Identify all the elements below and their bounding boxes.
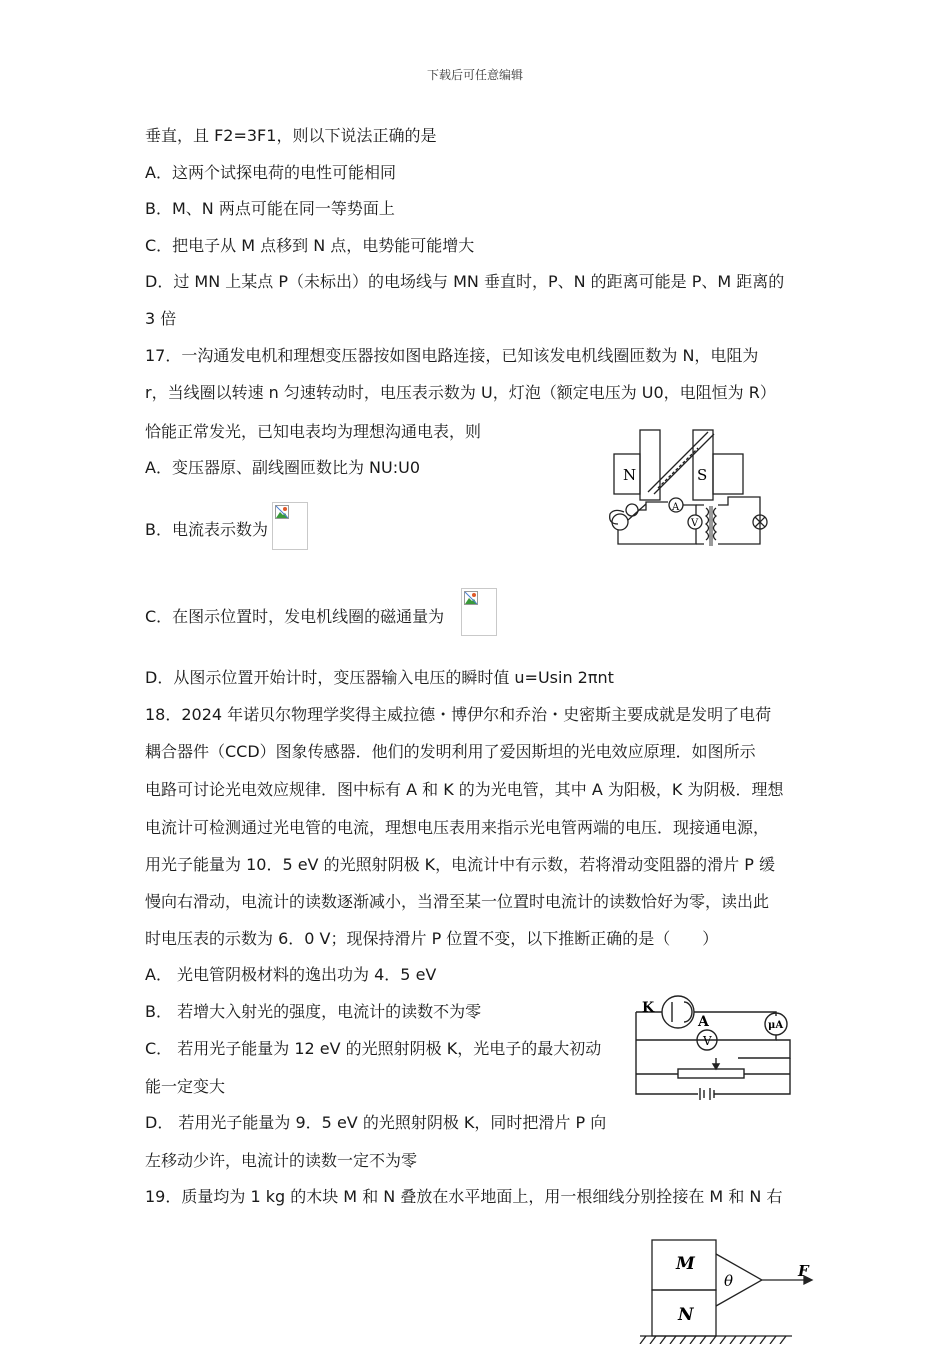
fig18-meter-v: V — [703, 1034, 712, 1048]
text-line: 电流计可检测通过光电管的电流，理想电压表用来指示光电管两端的电压．现接通电源， — [145, 818, 770, 837]
page-header: 下载后可任意编辑 — [426, 68, 523, 82]
photoelectric-circuit-figure — [628, 986, 800, 1114]
text-line: 19．质量均为 1 kg 的木块 M 和 N 叠放在水平地面上，用一根细线分别拴接在 M 和 N 右 — [145, 1187, 783, 1206]
fig17-meter-a: A — [672, 502, 680, 513]
text-line: 18．2024 年诺贝尔物理学奖得主威拉德・博伊尔和乔治・史密斯主要成就是发明了电荷 — [145, 705, 772, 724]
text-line: B． 若增大入射光的强度，电流计的读数不为零 — [145, 1002, 482, 1021]
broken-image-icon — [272, 502, 308, 550]
fig19-label-f: F — [798, 1262, 809, 1280]
fig17-label-n: N — [623, 466, 637, 484]
stacked-blocks-figure — [636, 1236, 816, 1344]
text-line: 3 倍 — [145, 309, 177, 328]
fig18-label-k: K — [642, 1000, 655, 1016]
generator-transformer-figure — [598, 422, 778, 550]
fig18-label-a: A — [698, 1014, 709, 1030]
text-line: D．从图示位置开始计时，变压器输入电压的瞬时值 u=Usin 2πnt — [145, 668, 614, 687]
text-line: A． 光电管阴极材料的逸出功为 4．5 eV — [145, 965, 437, 984]
text-line: A．变压器原、副线圈匝数比为 NU:U0 — [145, 458, 420, 477]
text-line: D．过 MN 上某点 P（未标出）的电场线与 MN 垂直时，P、N 的距离可能是 P、M 距离的 — [145, 272, 785, 291]
text-line: 时电压表的示数为 6．0 V；现保持滑片 P 位置不变，以下推断正确的是（ ） — [145, 929, 719, 948]
fig17-meter-v: V — [691, 518, 699, 529]
text-line: 电路可讨论光电效应规律．图中标有 A 和 K 的为光电管，其中 A 为阳极，K 为阴极．理想 — [145, 780, 784, 799]
text-line: 耦合器件（CCD）图象传感器．他们的发明利用了爱因斯坦的光电效应原理．如图所示 — [145, 742, 756, 761]
fig17-label-s: S — [697, 466, 708, 484]
broken-image-icon — [461, 588, 497, 636]
text-line: C．在图示位置时，发电机线圈的磁通量为 — [145, 607, 445, 626]
fig18-meter-ua: μA — [768, 1020, 784, 1031]
text-line: r，当线圈以转速 n 匀速转动时，电压表示数为 U，灯泡（额定电压为 U0，电阻恒为 R） — [145, 383, 776, 402]
text-line: A．这两个试探电荷的电性可能相同 — [145, 163, 396, 182]
text-line: C． 若用光子能量为 12 eV 的光照射阴极 K，光电子的最大初动 — [145, 1039, 602, 1058]
text-line: 恰能正常发光，已知电表均为理想沟通电表，则 — [145, 422, 482, 441]
fig19-label-theta: θ — [724, 1272, 734, 1290]
text-line: 17．一沟通发电机和理想变压器按如图电路连接，已知该发电机线圈匝数为 N，电阻为 — [145, 346, 759, 365]
text-line: D． 若用光子能量为 9．5 eV 的光照射阴极 K，同时把滑片 P 向 — [145, 1113, 607, 1132]
text-line: C．把电子从 M 点移到 N 点，电势能可能增大 — [145, 236, 475, 255]
text-line: 能一定变大 — [145, 1077, 226, 1096]
text-line: 垂直，且 F2=3F1，则以下说法正确的是 — [145, 126, 437, 145]
text-line: B．M、N 两点可能在同一等势面上 — [145, 199, 395, 218]
text-line: 慢向右滑动，电流计的读数逐渐减小，当滑至某一位置时电流计的读数恰好为零，读出此 — [145, 892, 770, 911]
text-line: 用光子能量为 10．5 eV 的光照射阴极 K，电流计中有示数，若将滑动变阻器的滑片 P 缓 — [145, 855, 775, 874]
text-line: B．电流表示数为 — [145, 520, 268, 539]
fig19-label-m: M — [676, 1254, 695, 1274]
fig19-label-n: N — [678, 1305, 694, 1325]
text-line: 左移动少许，电流计的读数一定不为零 — [145, 1151, 418, 1170]
